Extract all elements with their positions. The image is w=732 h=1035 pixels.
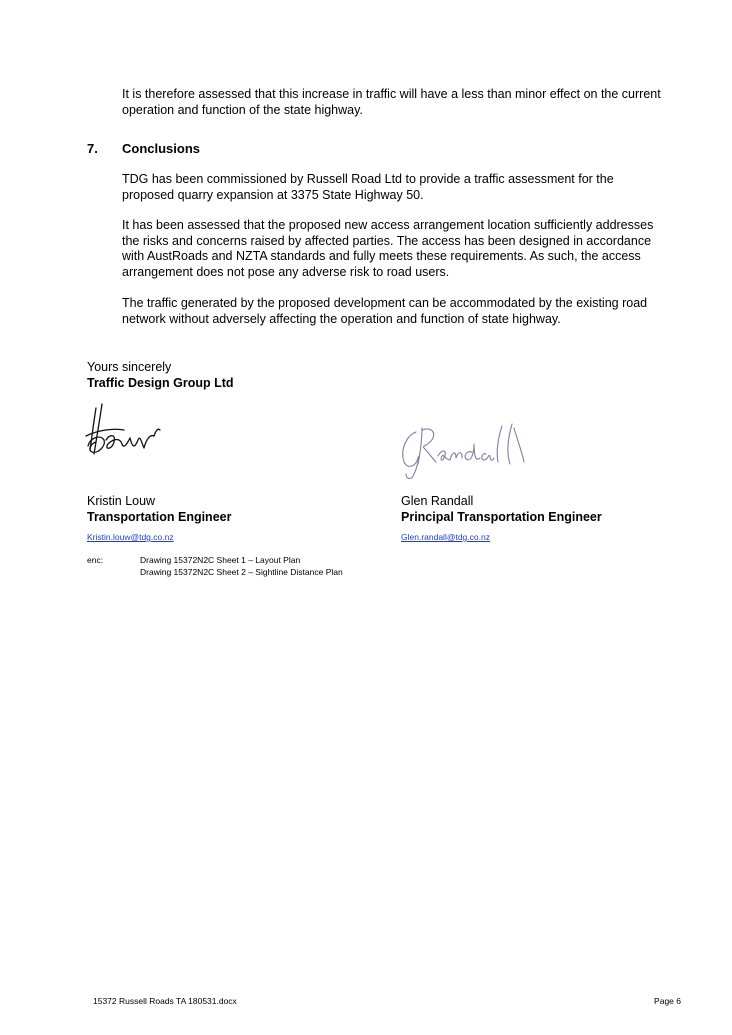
- signature-glen-randall: [398, 422, 528, 482]
- signature-kristin-louw: [84, 400, 164, 462]
- enclosures-label: enc:: [87, 555, 104, 565]
- company-name: Traffic Design Group Ltd: [87, 376, 234, 390]
- footer-filename: 15372 Russell Roads TA 180531.docx: [93, 996, 237, 1006]
- intro-paragraph: It is therefore assessed that this increase in traffic will have a less than minor effect on the current operation and function of the state highway.: [122, 87, 661, 117]
- signatory-2-email-link[interactable]: Glen.randall@tdg.co.nz: [401, 532, 490, 542]
- salutation: Yours sincerely: [87, 360, 172, 374]
- signatory-2-title: Principal Transportation Engineer: [401, 510, 602, 524]
- signatory-2-name: Glen Randall: [401, 494, 474, 508]
- footer-page-number: Page 6: [654, 996, 681, 1006]
- conclusion-paragraph-2: It has been assessed that the proposed new access arrangement location sufficiently addresses the risks and concerns raised by affected parties. The access has been designed in accordance with AustRoads and NZTA standards and fully meets these requirements. As such, the access arrangement does not pose any adverse risk to road users.: [122, 218, 654, 279]
- signatory-1-email-link[interactable]: Kristin.louw@tdg.co.nz: [87, 532, 174, 542]
- enclosure-item: Drawing 15372N2C Sheet 1 – Layout Plan: [140, 555, 301, 565]
- conclusion-paragraph-1: TDG has been commissioned by Russell Road Ltd to provide a traffic assessment for the proposed quarry expansion at 3375 State Highway 50.: [122, 172, 614, 202]
- conclusion-paragraph-3: The traffic generated by the proposed development can be accommodated by the existing road network without adversely affecting the operation and function of state highway.: [122, 296, 648, 326]
- section-number: 7.: [87, 141, 98, 156]
- section-title: Conclusions: [122, 141, 201, 156]
- signatory-1-title: Transportation Engineer: [87, 510, 232, 524]
- enclosure-item: Drawing 15372N2C Sheet 2 – Sightline Distance Plan: [140, 567, 343, 577]
- signatory-1-name: Kristin Louw: [87, 494, 156, 508]
